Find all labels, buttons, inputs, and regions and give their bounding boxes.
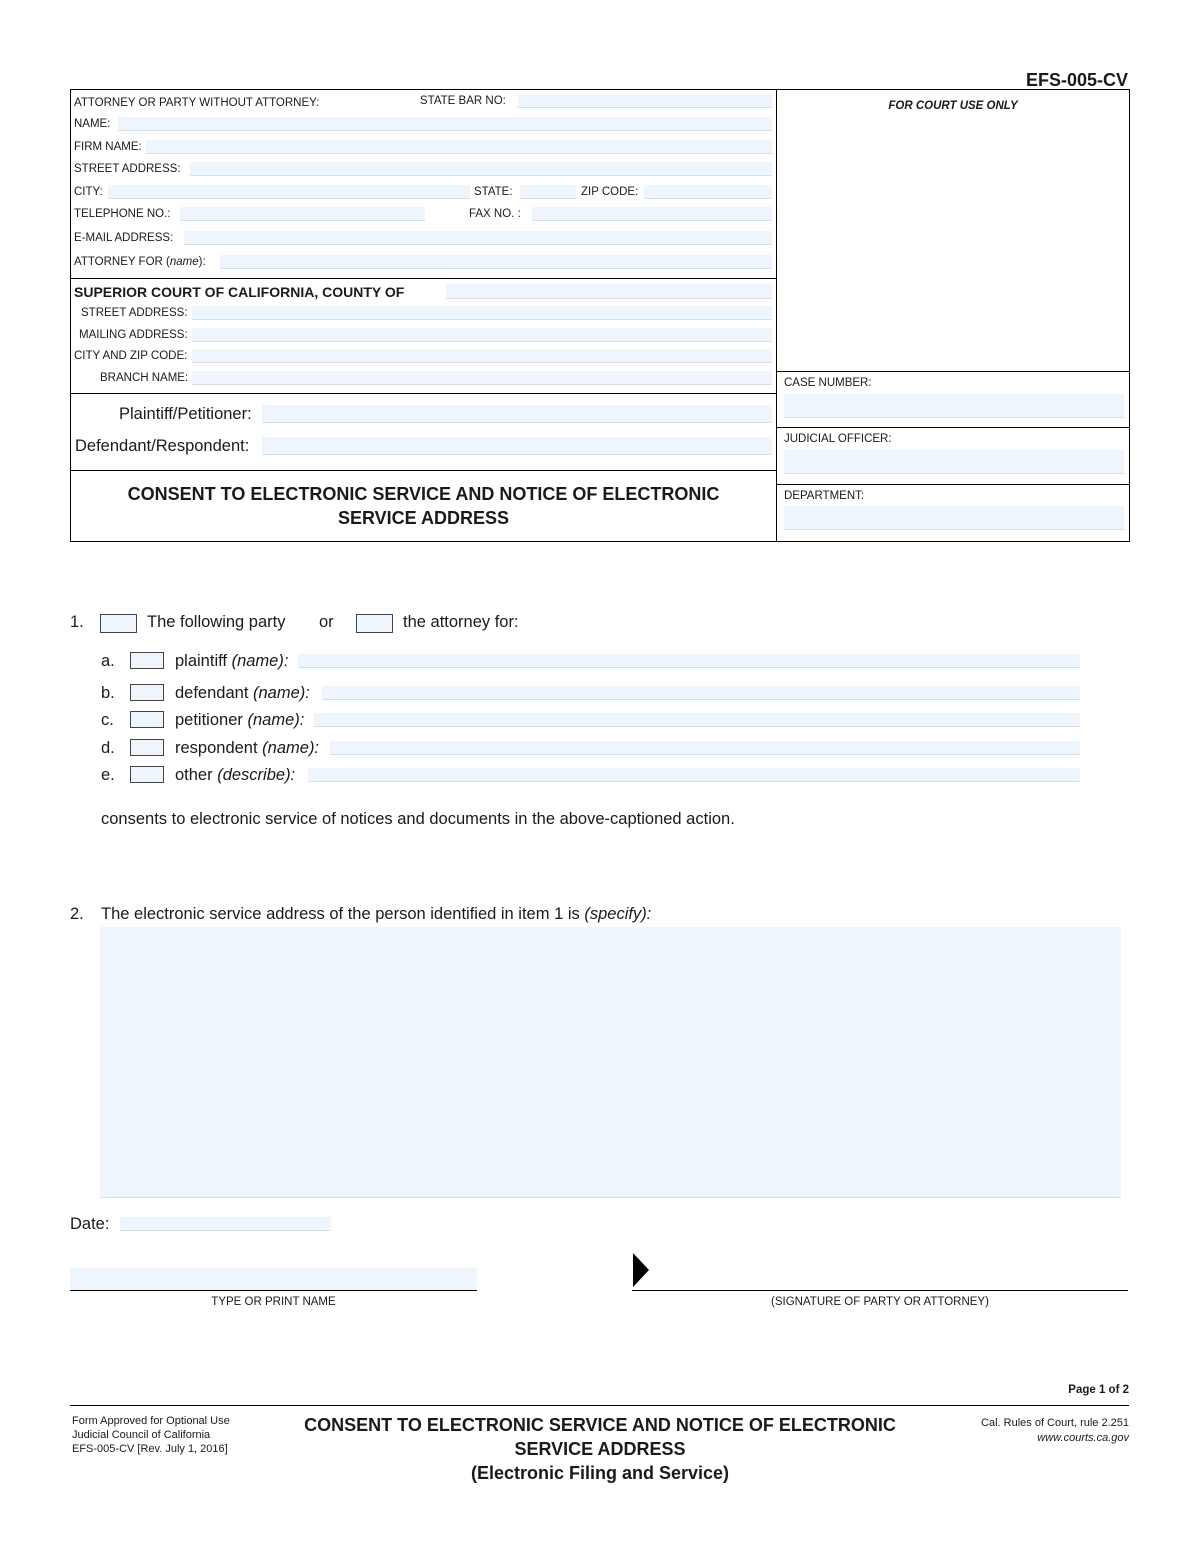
following-party-checkbox[interactable]	[100, 614, 137, 633]
option-b-letter: b.	[101, 684, 115, 702]
plaintiff-petitioner-label: Plaintiff/Petitioner:	[119, 405, 252, 423]
divider	[70, 393, 777, 394]
zip-field[interactable]	[644, 185, 772, 199]
court-branch-label: BRANCH NAME:	[100, 372, 189, 384]
caption-vertical-divider	[776, 89, 777, 541]
email-field[interactable]	[184, 231, 772, 245]
attorney-for-checkbox[interactable]	[356, 614, 393, 633]
option-d-letter: d.	[101, 739, 115, 757]
city-field[interactable]	[108, 185, 470, 199]
phone-label: TELEPHONE NO.:	[74, 208, 171, 220]
print-name-label: TYPE OR PRINT NAME	[211, 1296, 336, 1308]
court-street-label: STREET ADDRESS:	[81, 307, 188, 319]
respondent-name-field[interactable]	[330, 741, 1080, 755]
attorney-for-option-label: the attorney for:	[403, 613, 519, 631]
defendant-name-field[interactable]	[322, 686, 1080, 700]
respondent-checkbox[interactable]	[130, 739, 164, 756]
option-e-letter: e.	[101, 766, 115, 784]
footer-approved-line: Judicial Council of California	[72, 1429, 211, 1441]
plaintiff-name-field[interactable]	[298, 654, 1080, 668]
date-field[interactable]	[120, 1217, 331, 1231]
footer-title-line3: (Electronic Filing and Service)	[470, 1463, 730, 1483]
court-street-field[interactable]	[192, 306, 772, 320]
footer-approved-line: Form Approved for Optional Use	[72, 1415, 230, 1427]
court-mailing-field[interactable]	[192, 328, 772, 342]
state-label: STATE:	[474, 186, 513, 198]
petitioner-name-field[interactable]	[314, 713, 1080, 727]
divider	[776, 484, 1129, 485]
plaintiff-label: plaintiff (name):	[175, 652, 289, 670]
footer-title-line1: CONSENT TO ELECTRONIC SERVICE AND NOTICE OF ELECTRONIC	[304, 1415, 896, 1435]
print-name-line	[70, 1290, 477, 1291]
defendant-respondent-field[interactable]	[262, 437, 772, 455]
footer-website-link[interactable]: www.courts.ca.gov	[1037, 1432, 1129, 1444]
caption-title-line1: CONSENT TO ELECTRONIC SERVICE AND NOTICE OF ELECTRONIC	[127, 484, 720, 504]
judicial-officer-field[interactable]	[784, 450, 1124, 474]
defendant-checkbox[interactable]	[130, 684, 164, 701]
email-label: E-MAIL ADDRESS:	[74, 232, 174, 244]
state-bar-field[interactable]	[518, 94, 772, 108]
footer-title	[260, 1413, 940, 1485]
respondent-label: respondent (name):	[175, 739, 320, 757]
signature-label: (SIGNATURE OF PARTY OR ATTORNEY)	[771, 1296, 989, 1308]
defendant-label: defendant (name):	[175, 684, 310, 702]
petitioner-label: petitioner (name):	[175, 711, 305, 729]
divider	[70, 278, 777, 279]
firm-field[interactable]	[146, 140, 772, 154]
footer-title-line2: SERVICE ADDRESS	[514, 1439, 686, 1459]
city-label: CITY:	[74, 186, 103, 198]
consent-text: consents to electronic service of notices and documents in the above-captioned action.	[101, 810, 735, 828]
divider	[776, 371, 1129, 372]
court-city-zip-label: CITY AND ZIP CODE:	[74, 350, 188, 362]
attorney-for-field[interactable]	[220, 255, 772, 269]
caption-title	[71, 482, 776, 530]
caption-title-line2: SERVICE ADDRESS	[337, 508, 510, 528]
footer-rule	[70, 1405, 1129, 1406]
name-label: NAME:	[74, 118, 111, 130]
plaintiff-checkbox[interactable]	[130, 652, 164, 669]
plaintiff-petitioner-field[interactable]	[262, 405, 772, 423]
print-name-field[interactable]	[70, 1268, 477, 1290]
court-mailing-label: MAILING ADDRESS:	[79, 329, 188, 341]
state-field[interactable]	[520, 185, 576, 199]
county-field[interactable]	[446, 284, 772, 299]
option-a-letter: a.	[101, 652, 115, 670]
divider	[70, 470, 777, 471]
option-c-letter: c.	[101, 711, 114, 729]
fax-field[interactable]	[532, 207, 772, 221]
item2-text: The electronic service address of the person identified in item 1 is (specify):	[101, 905, 652, 923]
signature-line	[632, 1290, 1128, 1291]
phone-field[interactable]	[180, 207, 425, 221]
court-use-label: FOR COURT USE ONLY	[888, 100, 1018, 112]
street-field[interactable]	[190, 162, 772, 176]
form-id: EFS-005-CV	[1025, 70, 1128, 90]
footer-approved	[72, 1414, 230, 1456]
state-bar-label: STATE BAR NO:	[420, 95, 506, 107]
signature-arrow-icon	[633, 1253, 649, 1287]
zip-label: ZIP CODE:	[581, 186, 639, 198]
page-number: Page 1 of 2	[1068, 1384, 1129, 1396]
footer-rules	[930, 1416, 1129, 1446]
department-field[interactable]	[784, 506, 1124, 530]
case-number-field[interactable]	[784, 394, 1124, 418]
court-title: SUPERIOR COURT OF CALIFORNIA, COUNTY OF	[74, 284, 405, 300]
date-label: Date:	[70, 1215, 110, 1233]
other-describe-field[interactable]	[308, 768, 1080, 782]
footer-rules-text: Cal. Rules of Court, rule 2.251	[981, 1417, 1129, 1429]
other-label: other (describe):	[175, 766, 296, 784]
court-branch-field[interactable]	[192, 371, 772, 385]
other-checkbox[interactable]	[130, 766, 164, 783]
item1-number: 1.	[70, 613, 84, 631]
department-label: DEPARTMENT:	[784, 490, 865, 502]
judicial-officer-label: JUDICIAL OFFICER:	[784, 433, 892, 445]
attorney-label: ATTORNEY OR PARTY WITHOUT ATTORNEY:	[74, 97, 320, 109]
petitioner-checkbox[interactable]	[130, 711, 164, 728]
divider	[776, 427, 1129, 428]
following-party-label: The following party	[147, 613, 286, 631]
electronic-service-address-field[interactable]	[100, 927, 1121, 1198]
item2-number: 2.	[70, 905, 84, 923]
or-label: or	[319, 613, 334, 631]
street-label: STREET ADDRESS:	[74, 163, 181, 175]
court-city-zip-field[interactable]	[192, 349, 772, 363]
name-field[interactable]	[118, 117, 772, 131]
attorney-for-label: ATTORNEY FOR (name):	[74, 256, 206, 268]
footer-approved-line: EFS-005-CV [Rev. July 1, 2016]	[72, 1443, 228, 1455]
case-number-label: CASE NUMBER:	[784, 377, 872, 389]
firm-label: FIRM NAME:	[74, 141, 142, 153]
fax-label: FAX NO. :	[469, 208, 521, 220]
defendant-respondent-label: Defendant/Respondent:	[75, 437, 250, 455]
